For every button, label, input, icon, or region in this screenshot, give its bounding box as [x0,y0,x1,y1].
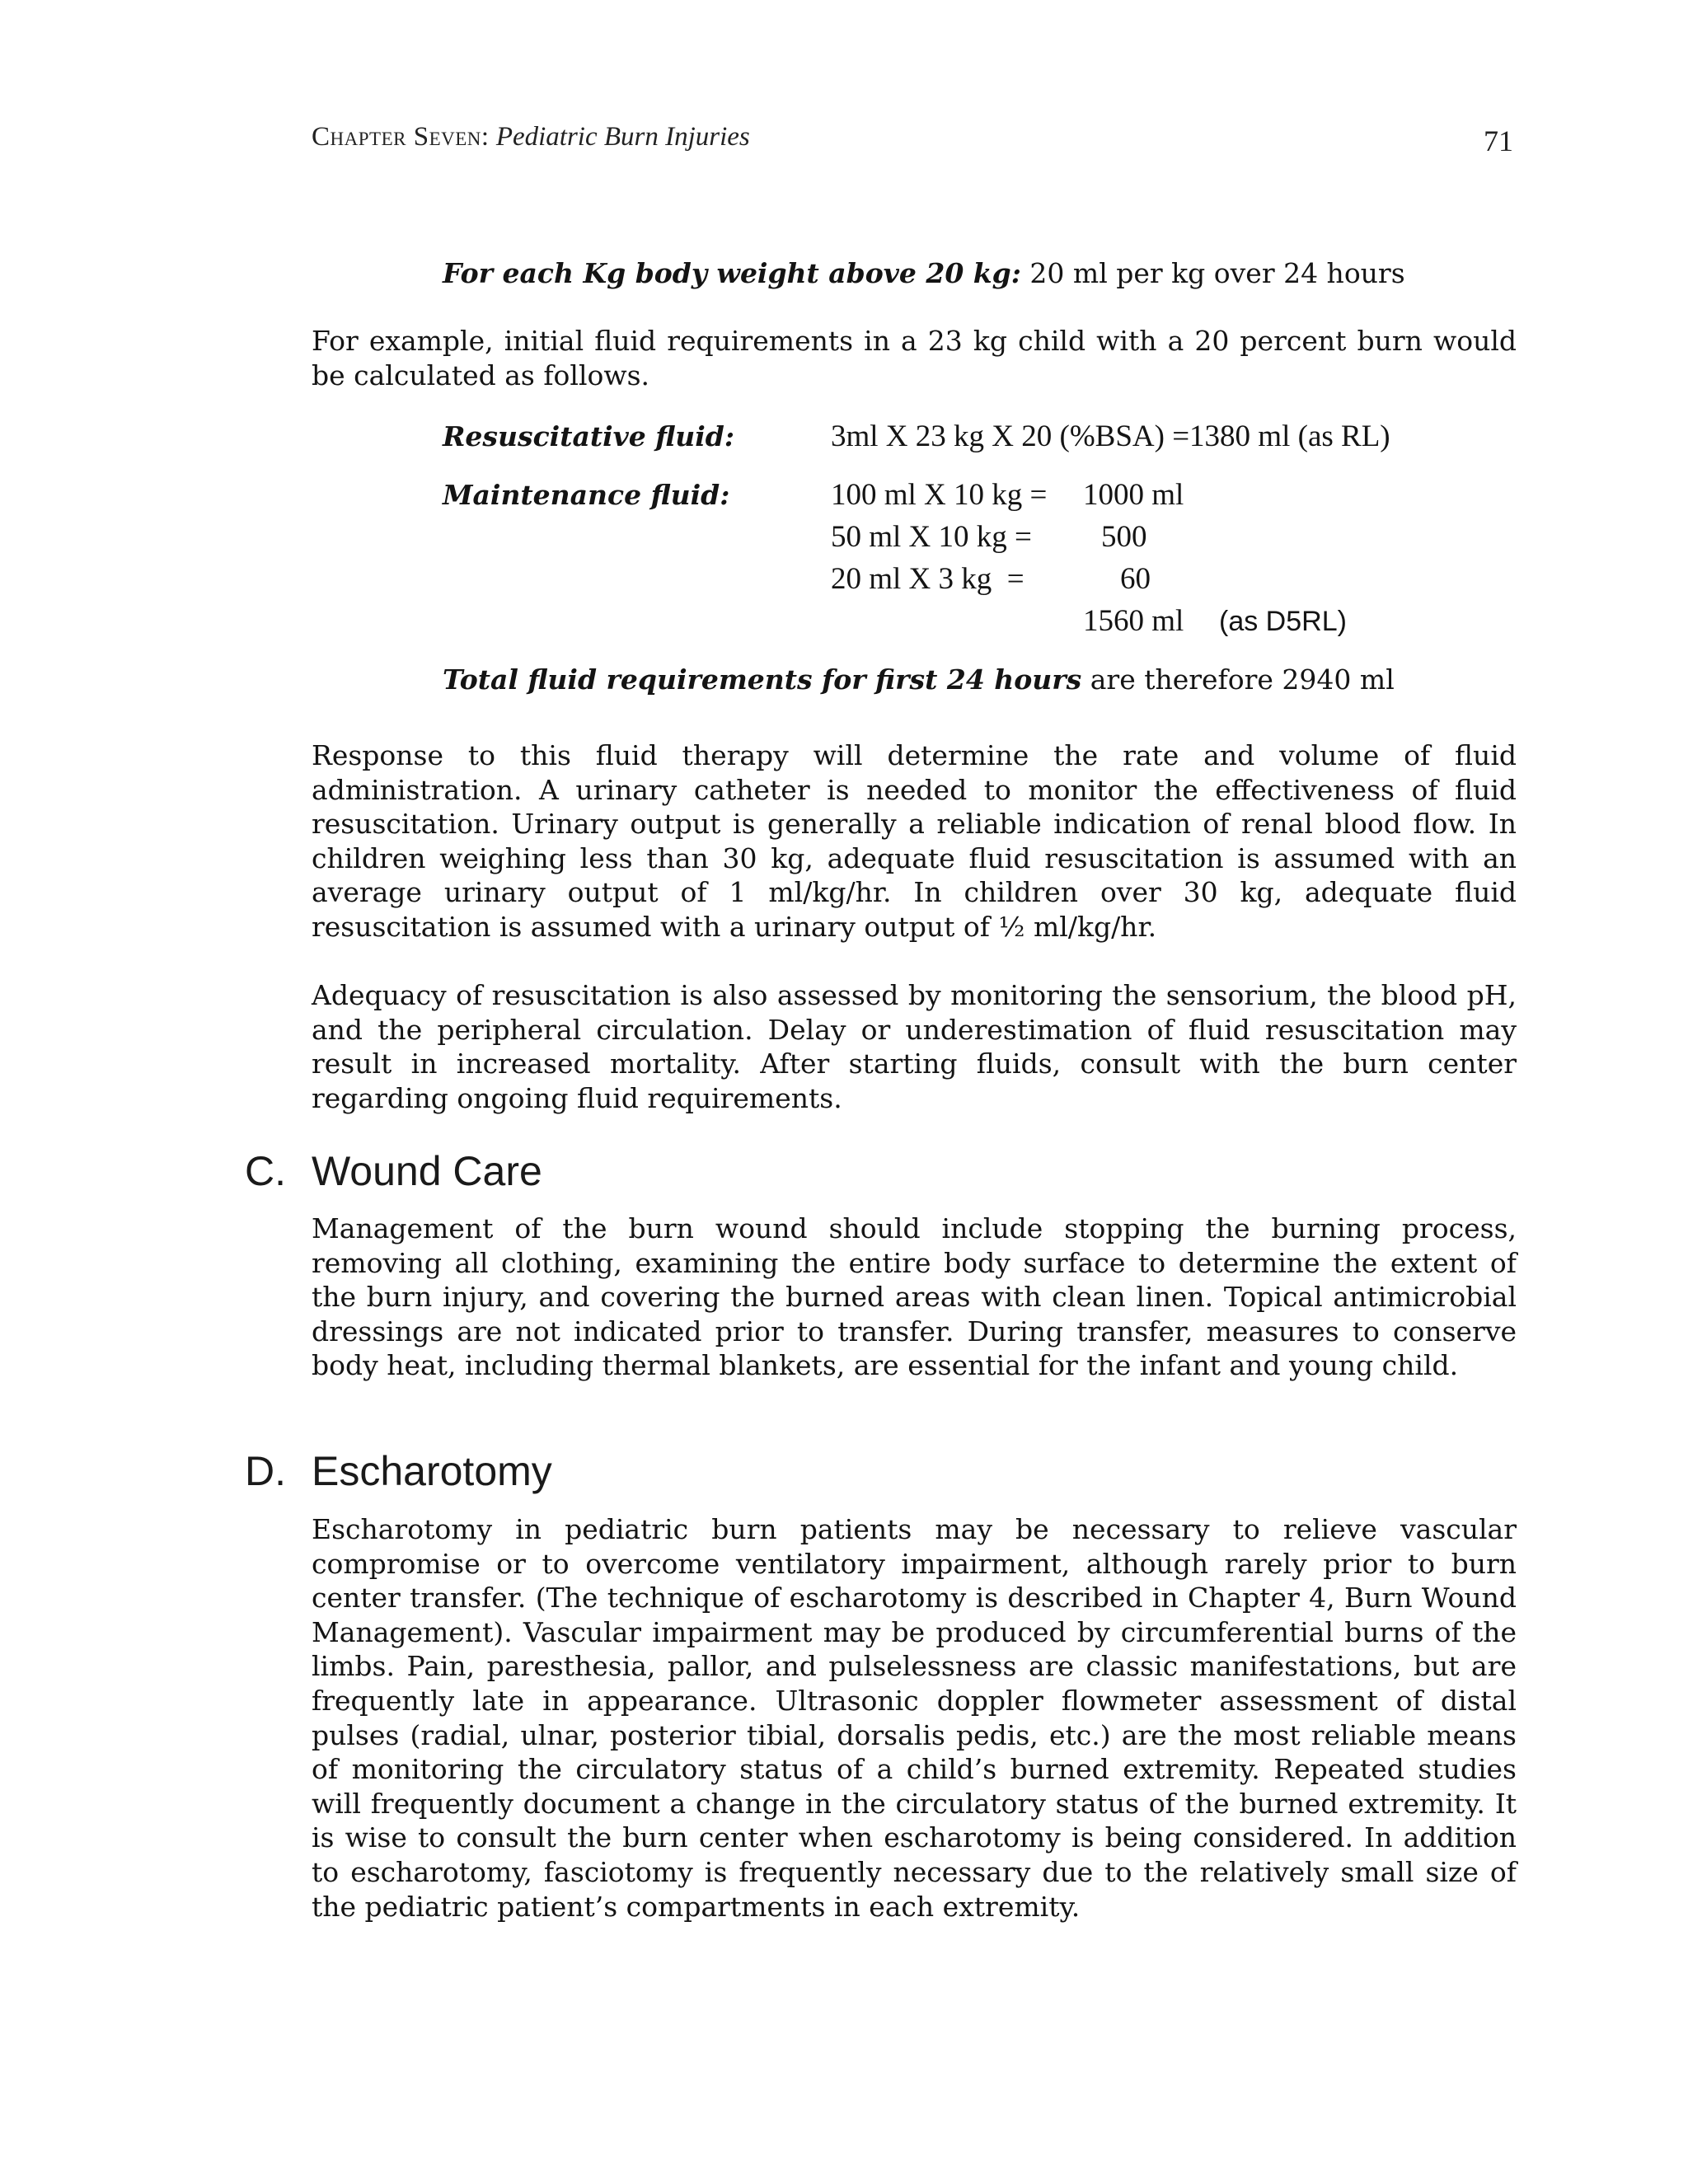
maintenance-total-note: (as D5RL) [1219,606,1347,637]
section-heading-escharotomy [0,1447,1688,1497]
running-head-chapter: Chapter Seven: [312,122,490,152]
adequacy-paragraph: Adequacy of resuscitation is also assessed by monitoring the sensorium, the blood pH, and the peripheral circulation. Delay or underestimation of fluid resuscitation may result in increased mortality. After starting fluids, consult with the burn center regarding ongoing fluid requirements. [312,979,1517,1114]
weight-rule-label: For each Kg body weight above 20 kg: [443,257,1021,289]
response-paragraph: Response to this fluid therapy will determine the rate and volume of fluid administration. A urinary catheter is needed to monitor the effectiveness of fluid resuscitation. Urinary output is generally a reliable indication of renal blood flow. In children weighing less than 30 kg, adequate fluid resuscitation is assumed with an average urinary output of 1 ml/kg/hr. In children over 30 kg, adequate fluid resuscitation is assumed with a urinary output of ½ ml/kg/hr. [312,739,1517,943]
wound-care-paragraph: Management of the burn wound should include stopping the burning process, removing all clothing, examining the entire body surface to determine the extent of the burn injury, and covering the burned areas with clean linen. Topical antimicrobial dressings are not indicated prior to transfer. During transfer, measures to conserve body heat, including thermal blankets, are essential for the infant and young child. [312,1212,1517,1382]
maintenance-row-result: 500 [1101,520,1147,554]
maintenance-row-expr: 20 ml X 3 kg = [831,562,1025,596]
maintenance-row-result: 60 [1120,562,1151,596]
weight-rule-value: 20 ml per kg over 24 hours [1020,257,1405,289]
section-heading-wound-care [0,1147,1688,1197]
resuscitative-fluid-value: 3ml X 23 kg X 20 (%BSA) =1380 ml (as RL) [831,419,1390,453]
maintenance-row-expr: 50 ml X 10 kg = [831,520,1032,554]
maintenance-fluid-label: Maintenance fluid: [443,479,730,511]
maintenance-row-result: 1000 ml [1083,478,1184,512]
total-fluid-line [443,663,1395,696]
maintenance-total: 1560 ml [1083,604,1184,638]
resuscitative-fluid-label: Resuscitative fluid: [443,420,735,452]
section-letter: D. [245,1448,286,1494]
running-head-title: Pediatric Burn Injuries [495,122,750,152]
section-title: Wound Care [312,1148,542,1194]
example-intro: For example, initial fluid requirements in a 23 kg child with a 20 percent burn would be calculated as follows. [312,325,1517,391]
section-letter: C. [245,1148,286,1194]
weight-rule-line [443,257,1405,289]
page-number: 71 [1484,124,1513,157]
escharotomy-paragraph: Escharotomy in pediatric burn patients may be necessary to relieve vascular compromise or to overcome ventilatory impairment, although rarely prior to burn center transfer. (The technique of escharotomy is described in Chapter 4, Burn Wound Management). Vascular impairment may be produced by circumferential burns of the limbs. Pain, paresthesia, pallor, and pulselessness are classic manifestations, but are frequently late in appearance. Ultrasonic doppler flowmeter assessment of distal pulses (radial, ulnar, posterior tibial, dorsalis pedis, etc.) are the most reliable means of monitoring the circulatory status of a child’s burned extremity. Repeated studies will frequently document a change in the circulatory status of the burned extremity. It is wise to consult the burn center when escharotomy is being considered. In addition to escharotomy, fasciotomy is frequently necessary due to the relatively small size of the pediatric patient’s compartments in each extremity. [312,1513,1517,1923]
total-fluid-label: Total fluid requirements for first 24 hours [443,663,1082,696]
section-title: Escharotomy [312,1448,552,1494]
running-head [312,122,750,152]
total-fluid-value: are therefore 2940 ml [1081,663,1395,696]
maintenance-row-expr: 100 ml X 10 kg = [831,478,1048,512]
